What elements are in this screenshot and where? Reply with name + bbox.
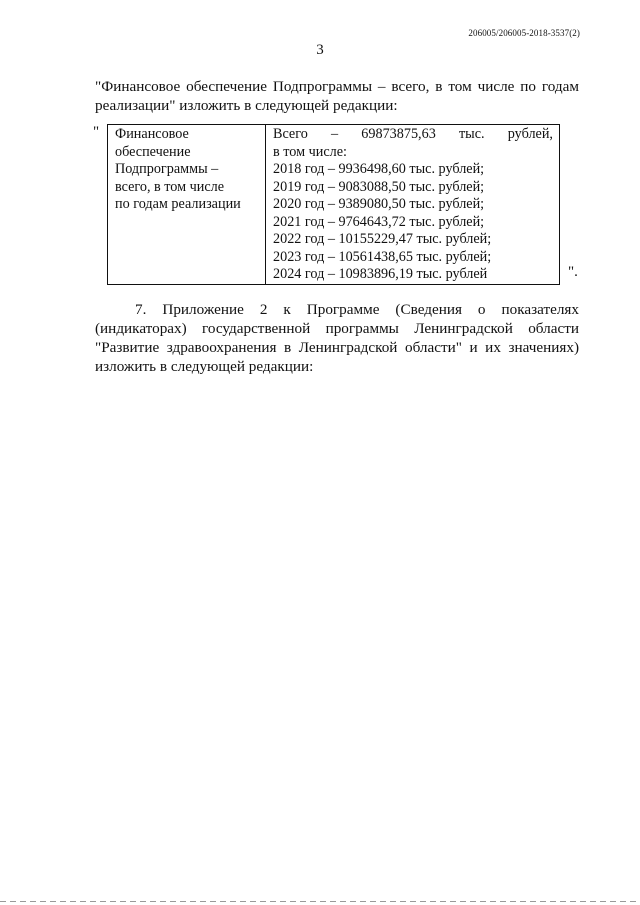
label-cell bbox=[108, 125, 266, 285]
paragraph-line: "Финансовое обеспечение Подпрограммы – всего, в том числе по годам bbox=[95, 78, 579, 95]
value-line-2019: 2019 год – 9083088,50 тыс. рублей; bbox=[273, 178, 485, 195]
label-line: Финансовое bbox=[115, 126, 189, 142]
value-line-2020: 2020 год – 9389080,50 тыс. рублей; bbox=[273, 196, 485, 212]
paragraph-line: "Развитие здравоохранения в Ленинградской области" и их значениях) bbox=[95, 339, 579, 356]
total-unit-rubles: рублей, bbox=[507, 126, 553, 142]
value-line-2022: 2022 год – 10155229,47 тыс. рублей; bbox=[273, 231, 492, 247]
table-row bbox=[108, 125, 560, 285]
paragraph-line: (индикаторах) государственной программы Ленинградской области bbox=[95, 320, 579, 337]
total-line bbox=[273, 126, 553, 144]
label-line: всего, в том числе bbox=[115, 178, 225, 195]
opening-quote: " bbox=[93, 124, 100, 140]
scan-bottom-edge bbox=[0, 901, 640, 902]
total-unit-thousand: тыс. bbox=[458, 126, 485, 142]
value-line-2023: 2023 год – 10561438,65 тыс. рублей; bbox=[273, 248, 492, 265]
total-dash: – bbox=[331, 126, 339, 142]
value-line-2018: 2018 год – 9936498,60 тыс. рублей; bbox=[273, 161, 485, 177]
value-line-2024: 2024 год – 10983896,19 тыс. рублей bbox=[273, 266, 488, 282]
label-line: Подпрограммы – bbox=[115, 161, 219, 177]
value-line-2021: 2021 год – 9764643,72 тыс. рублей; bbox=[273, 213, 485, 230]
label-line: по годам реализации bbox=[115, 196, 241, 212]
total-amount: 69873875,63 bbox=[361, 126, 436, 142]
value-cell bbox=[266, 125, 560, 285]
closing-quote: ". bbox=[568, 264, 578, 280]
page-number: 3 bbox=[316, 42, 324, 58]
total-word: Всего bbox=[273, 126, 308, 142]
paragraph-appendix-2 bbox=[95, 300, 579, 376]
paragraph-line: реализации" изложить в следующей редакции: bbox=[95, 97, 398, 114]
paragraph-line: 7. Приложение 2 к Программе (Сведения о показателях bbox=[135, 301, 579, 318]
financing-table bbox=[107, 124, 560, 285]
label-line: обеспечение bbox=[115, 143, 191, 160]
paragraph-line: изложить в следующей редакции: bbox=[95, 358, 314, 375]
document-id: 206005/206005-2018-3537(2) bbox=[468, 28, 580, 38]
value-line: в том числе: bbox=[273, 143, 347, 160]
paragraph-financing-intro bbox=[95, 77, 579, 115]
